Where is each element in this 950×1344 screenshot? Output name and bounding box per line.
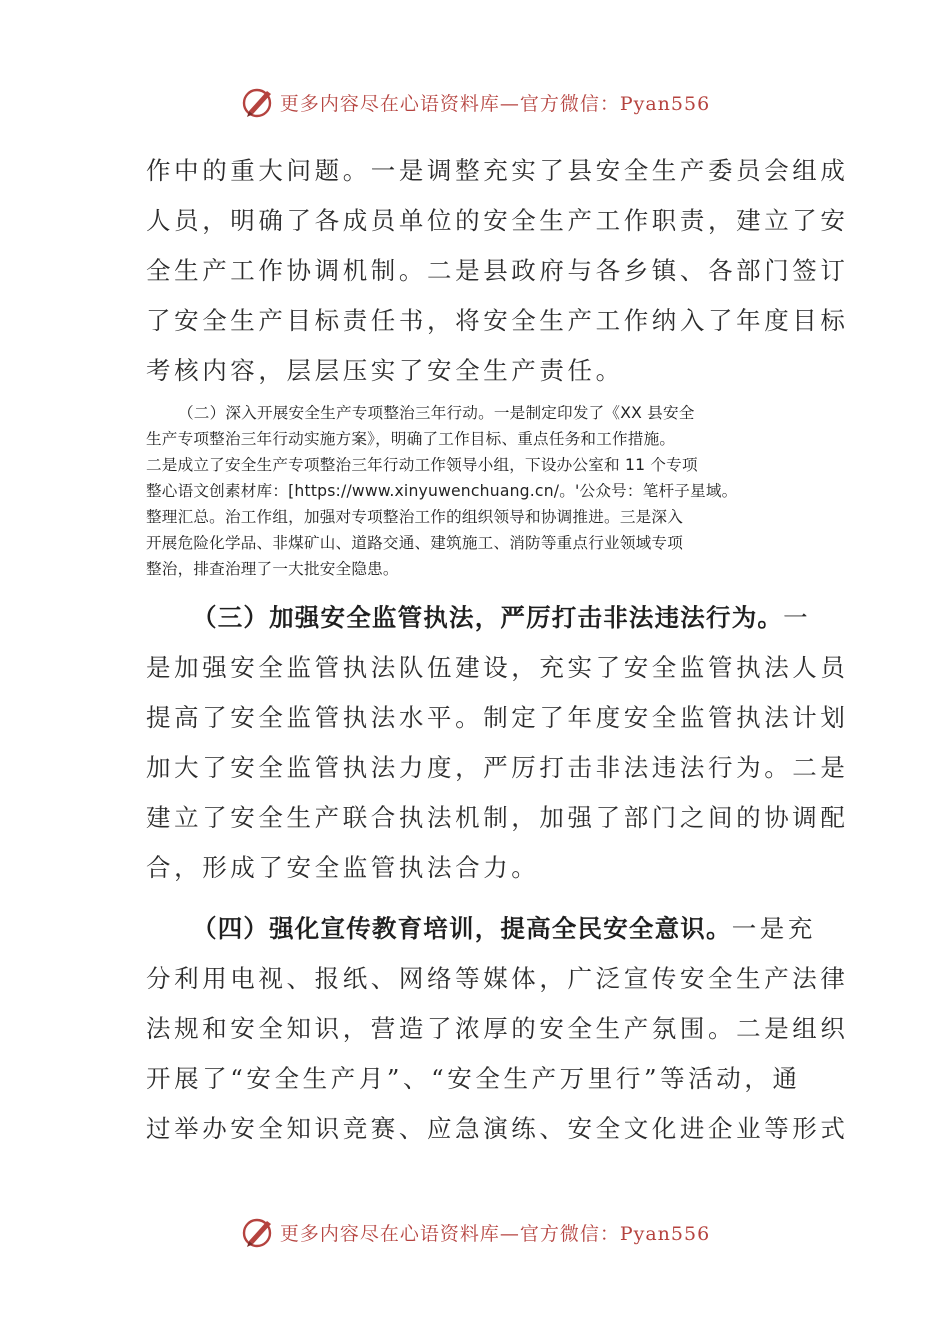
text-line: 考核内容，层层压实了安全生产责任。 [146,356,624,385]
text-line: 建立了安全生产联合执法机制，加强了部门之间的协调配 [146,803,849,832]
header-wechat-id: Pyan556 [619,92,711,115]
footer-banner [0,1212,950,1252]
header-banner [0,82,950,122]
text-line: 全生产工作协调机制。二是县政府与各乡镇、各部门签订 [146,256,849,285]
text-line: （三）加强安全监管执法，严厉打击非法违法行为。一 [192,603,812,632]
paragraph-4 [146,904,849,1154]
text-line: 作中的重大问题。一是调整充实了县安全生产委员会组成 [146,156,849,185]
text-line: 加大了安全监管执法力度，严厉打击非法违法行为。二是 [146,753,849,782]
text-line: 开展危险化学品、非煤矿山、道路交通、建筑施工、消防等重点行业领域专项 [146,534,683,552]
text-line: 二是成立了安全生产专项整治三年行动工作领导小组，下设办公室和 11 个专项 [146,456,698,474]
text-line: 法规和安全知识，营造了浓厚的安全生产氛围。二是组织 [146,1014,849,1043]
paragraph-3 [146,593,849,893]
text-line: 人员，明确了各成员单位的安全生产工作职责，建立了安 [146,206,849,235]
text-line: 整心语文创素材库：[https://www.xinyuwenchuang.cn/。'公众号：笔杆子星域。 [146,482,738,500]
paragraph-2 [146,400,808,582]
footer-wechat-id: Pyan556 [619,1222,711,1245]
text-line: 整治，排查治理了一大批安全隐患。 [146,560,399,578]
paragraph-1 [146,146,849,396]
text-line: 是加强安全监管执法队伍建设，充实了安全监管执法人员 [146,653,849,682]
text-line: 过举办安全知识竞赛、应急演练、安全文化进企业等形式 [146,1114,849,1143]
pen-logo-icon [240,1214,276,1250]
pen-logo-icon [240,84,276,120]
text-line: 开展了“安全生产月”、“安全生产万里行”等活动，通 [146,1064,801,1093]
header-banner-text: 更多内容尽在心语资料库—官方微信：Pyan556 [279,92,711,115]
footer-banner-text: 更多内容尽在心语资料库—官方微信：Pyan556 [279,1222,711,1245]
text-line: 分利用电视、报纸、网络等媒体，广泛宣传安全生产法律 [146,964,849,993]
section-heading-3: （三）加强安全监管执法，严厉打击非法违法行为。 [192,603,784,632]
text-line: （四）强化宣传教育培训，提高全民安全意识。一是充 [192,914,817,943]
text-line: 合，形成了安全监管执法合力。 [146,853,540,882]
text-line: 了安全生产目标责任书，将安全生产工作纳入了年度目标 [146,306,849,335]
text-line: 整理汇总。治工作组，加强对专项整治工作的组织领导和协调推进。三是深入 [146,508,683,526]
text-line: （二）深入开展安全生产专项整治三年行动。一是制定印发了《XX 县安全 [178,404,695,422]
text-line: 生产专项整治三年行动实施方案》，明确了工作目标、重点任务和工作措施。 [146,430,676,448]
text-line: 提高了安全监管执法水平。制定了年度安全监管执法计划 [146,703,849,732]
section-heading-4: （四）强化宣传教育培训，提高全民安全意识。 [192,914,732,943]
